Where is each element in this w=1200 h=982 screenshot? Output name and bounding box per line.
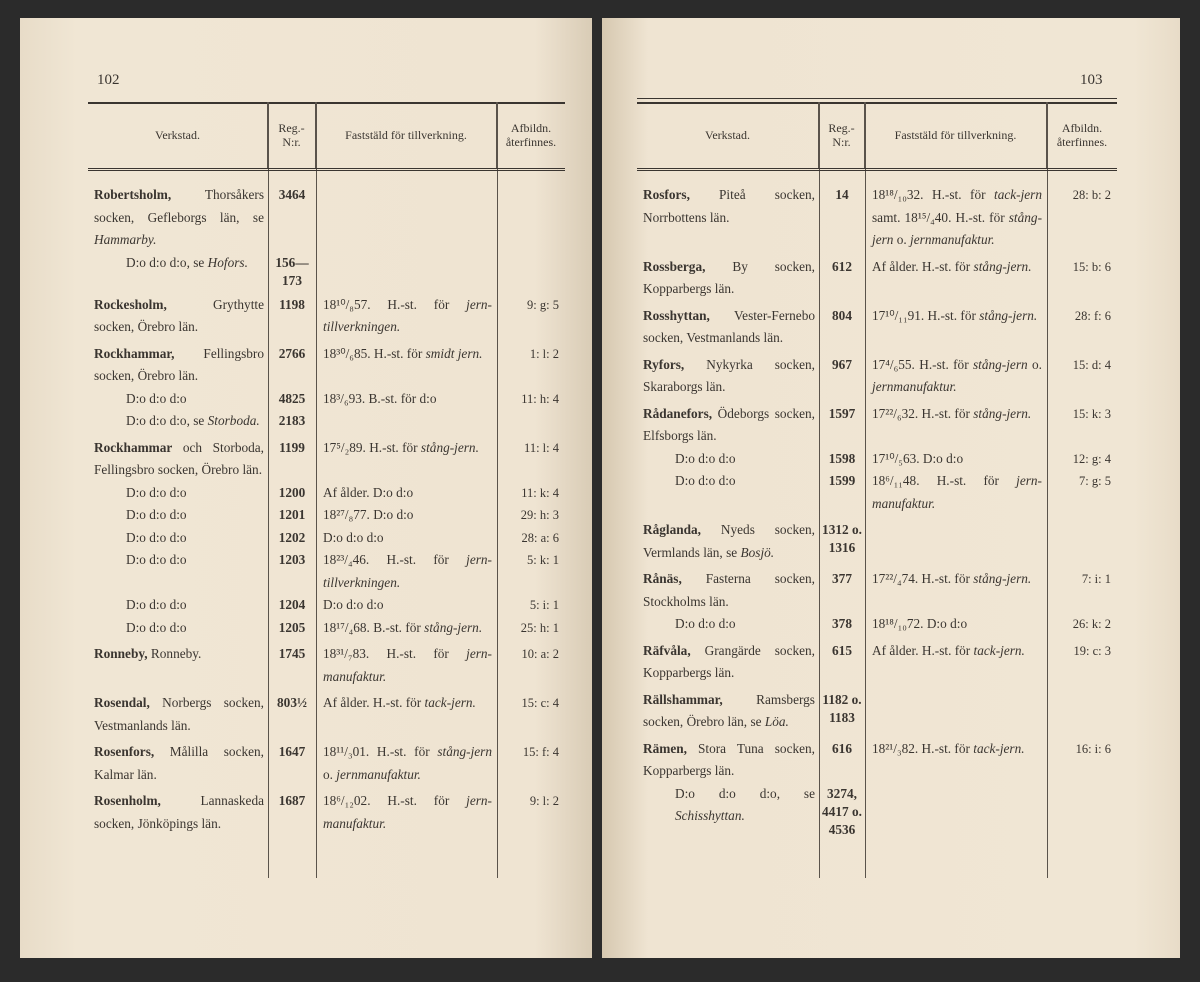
header-faststald: Faststäld för tillverkning.	[316, 102, 497, 168]
faststald-text: 17²²/₆32. H.-st. för	[872, 405, 974, 421]
faststald-cell	[865, 689, 1047, 734]
reg-number: 616	[832, 740, 852, 756]
header-faststald: Faststäld för tillverkning.	[865, 102, 1047, 168]
reg-number: 1182 o. 1183	[822, 691, 862, 725]
verkstad-location: D:o d:o d:o	[126, 484, 187, 500]
faststald-text: jern-manufaktur.	[872, 473, 1042, 511]
afbildn-ref: 15: b: 6	[1072, 259, 1111, 274]
faststald-cell	[316, 504, 497, 527]
see-reference: Hofors.	[207, 254, 248, 270]
reg-number: 1597	[828, 405, 856, 421]
faststald-cell	[316, 294, 497, 339]
verkstad-location: Grythytte socken, Örebro län.	[94, 296, 264, 334]
afbildn-ref: 15: k: 3	[1072, 406, 1111, 421]
afbildn-ref: 5: k: 1	[527, 553, 559, 567]
afbildn-ref: 28: b: 2	[1072, 188, 1111, 202]
afbildn-ref: 9: g: 5	[527, 297, 559, 312]
verkstad-cell	[88, 549, 268, 594]
afbildn-ref	[497, 410, 565, 433]
faststald-text: D:o d:o d:o	[323, 529, 384, 545]
faststald-cell	[865, 403, 1047, 448]
table-row	[637, 613, 1117, 636]
reg-number: 156— 173	[275, 254, 309, 288]
header-verkstad: Verkstad.	[637, 102, 819, 168]
verkstad-cell	[637, 403, 819, 448]
faststald-text: stång-jern.	[420, 439, 479, 455]
faststald-text: Af ålder. H.-st. för	[323, 695, 425, 710]
reg-number: 1745	[278, 646, 306, 661]
afbildn-ref	[1047, 689, 1117, 734]
faststald-text: 18²⁷/₈77. D:o d:o	[323, 507, 414, 522]
verkstad-name: Rällshammar,	[643, 691, 723, 707]
verkstad-name: Robertsholm,	[94, 187, 172, 202]
table-row	[88, 527, 565, 550]
verkstad-cell	[637, 783, 819, 839]
verkstad-cell	[637, 448, 819, 471]
faststald-text: 18¹¹/₃01. H.-st. för	[323, 744, 438, 759]
reg-number: 1201	[278, 507, 306, 522]
afbildn-ref: 11: l: 4	[524, 440, 559, 455]
faststald-text: 18²¹/₃82. H.-st. för	[872, 740, 974, 756]
faststald-text: tack-jern.	[424, 695, 476, 710]
faststald-text: D:o d:o d:o	[323, 597, 384, 612]
verkstad-cell	[88, 184, 268, 252]
verkstad-name: Ronneby,	[94, 646, 148, 661]
afbildn-ref	[1047, 783, 1117, 839]
header-afbildn: Afbildn. återfinnes.	[1056, 121, 1108, 149]
faststald-text: 17²²/₄74. H.-st. för	[872, 571, 974, 586]
faststald-text: Af ålder. H.-st. för	[872, 258, 974, 274]
table-row	[637, 403, 1117, 448]
header-verkstad: Verkstad.	[88, 102, 268, 168]
faststald-cell	[316, 594, 497, 617]
verkstad-cell	[88, 343, 268, 388]
faststald-text: jernmanufaktur.	[336, 766, 421, 782]
verkstad-location: Norbergs socken, Vestmanlands län.	[94, 695, 264, 733]
reg-number: 612	[832, 258, 852, 274]
reg-number: 1199	[279, 439, 305, 455]
faststald-cell	[316, 527, 497, 550]
verkstad-name: Rockesholm,	[94, 296, 167, 312]
faststald-cell	[316, 437, 497, 482]
verkstad-location: Piteå socken, Norrbottens län.	[643, 187, 815, 225]
faststald-cell	[316, 549, 497, 594]
verkstad-name: Råglanda,	[643, 522, 702, 537]
faststald-text: 18¹⁷/₄68. B.-st. för	[323, 619, 425, 635]
table-row	[88, 549, 565, 594]
table-row	[88, 741, 565, 786]
verkstad-location: D:o d:o d:o	[126, 507, 187, 522]
table-row	[637, 354, 1117, 399]
faststald-text: 18³/₆93. B.-st. för d:o	[323, 390, 437, 406]
afbildn-ref: 10: a: 2	[521, 647, 559, 661]
table-row	[637, 448, 1117, 471]
verkstad-name: Räfvåla,	[643, 642, 691, 658]
reg-number: 378	[832, 616, 852, 631]
faststald-text: Af ålder. D:o d:o	[323, 484, 414, 500]
afbildn-ref: 28: f: 6	[1074, 308, 1111, 323]
verkstad-name: Rämen,	[643, 740, 687, 756]
table-row	[88, 643, 565, 688]
faststald-cell	[316, 482, 497, 505]
faststald-text: 17⁵/₂89. H.-st. för	[323, 439, 421, 455]
table-row	[88, 692, 565, 737]
verkstad-location: och Storboda, Fellingsbro socken, Örebro län.	[94, 439, 264, 477]
faststald-text: stång-jern.	[973, 571, 1032, 586]
faststald-text: tack-jern.	[973, 740, 1025, 756]
faststald-text: o.	[1032, 356, 1042, 372]
afbildn-ref: 12: g: 4	[1072, 451, 1111, 466]
afbildn-ref: 15: d: 4	[1072, 357, 1111, 372]
verkstad-cell	[88, 482, 268, 505]
faststald-text: 18¹⁰/₈57. H.-st. för	[323, 296, 467, 312]
see-reference: Bosjö.	[740, 544, 775, 560]
faststald-cell	[316, 388, 497, 411]
reg-number: 1204	[278, 597, 306, 612]
faststald-cell	[316, 617, 497, 640]
faststald-text: tack-jern	[994, 187, 1042, 202]
verkstad-location: D:o d:o d:o, se	[126, 413, 208, 428]
table-header	[88, 102, 565, 171]
table-row	[637, 256, 1117, 301]
table-row	[88, 437, 565, 482]
verkstad-location: Vester-Fernebo socken, Vestmanlands län.	[643, 307, 815, 345]
reg-number: 2183	[278, 413, 306, 428]
verkstad-cell	[88, 692, 268, 737]
faststald-cell	[865, 613, 1047, 636]
verkstad-location: Fasterna socken, Stockholms län.	[643, 571, 815, 609]
verkstad-name: Rosendal,	[94, 695, 150, 710]
reg-number: 2766	[278, 345, 306, 361]
faststald-cell	[865, 184, 1047, 252]
verkstad-cell	[637, 256, 819, 301]
verkstad-location: Fellingsbro socken, Örebro län.	[94, 345, 264, 383]
verkstad-cell	[637, 470, 819, 515]
table-header	[637, 102, 1117, 171]
verkstad-name: Rådanefors,	[643, 405, 713, 421]
faststald-cell	[316, 252, 497, 290]
faststald-cell	[865, 470, 1047, 515]
verkstad-location: Nyeds socken, Vermlands län, se	[643, 522, 815, 560]
verkstad-cell	[88, 437, 268, 482]
verkstad-name: Rosshyttan,	[643, 307, 710, 323]
verkstad-location: By socken, Kopparbergs län.	[643, 258, 815, 296]
faststald-text: stång-jern.	[424, 619, 483, 635]
verkstad-cell	[637, 613, 819, 636]
reg-number: 1198	[279, 296, 305, 312]
table-row	[637, 305, 1117, 350]
faststald-cell	[316, 692, 497, 737]
table-row	[88, 617, 565, 640]
faststald-cell	[316, 643, 497, 688]
verkstad-location: Ronneby.	[147, 646, 202, 661]
register-table	[637, 102, 1117, 878]
faststald-cell	[316, 790, 497, 835]
reg-number: 1312 o. 1316	[822, 522, 862, 555]
afbildn-ref: 19: c: 3	[1073, 643, 1111, 658]
faststald-text: o.	[323, 766, 337, 782]
afbildn-ref: 11: k: 4	[521, 485, 559, 500]
verkstad-cell	[637, 184, 819, 252]
reg-number: 1203	[278, 552, 306, 567]
right-page	[602, 18, 1180, 958]
afbildn-ref: 16: i: 6	[1075, 741, 1111, 756]
table-row	[88, 594, 565, 617]
table-row	[88, 294, 565, 339]
afbildn-ref: 15: f: 4	[522, 745, 559, 759]
reg-number: 14	[835, 187, 849, 202]
faststald-text: o.	[896, 232, 911, 247]
reg-number: 803½	[277, 695, 307, 710]
verkstad-name: Rosenfors,	[94, 744, 155, 759]
faststald-text: 18⁶/₁₁48. H.-st. för	[872, 473, 1017, 488]
header-reg-nr: Reg.- N:r.	[819, 102, 865, 168]
faststald-cell	[316, 410, 497, 433]
verkstad-name: Rosfors,	[643, 187, 690, 202]
verkstad-cell	[88, 617, 268, 640]
faststald-text: stång-jern	[972, 356, 1032, 372]
verkstad-cell	[88, 410, 268, 433]
verkstad-cell	[88, 790, 268, 835]
faststald-cell	[865, 256, 1047, 301]
faststald-cell	[865, 448, 1047, 471]
verkstad-name: Rockhammar	[94, 439, 173, 455]
verkstad-cell	[637, 519, 819, 564]
verkstad-cell	[637, 568, 819, 613]
verkstad-cell	[88, 252, 268, 290]
table-row	[637, 689, 1117, 734]
verkstad-cell	[88, 643, 268, 688]
faststald-text: stång-jern	[437, 744, 492, 759]
verkstad-cell	[637, 640, 819, 685]
top-rule	[637, 98, 1117, 99]
afbildn-ref: 25: h: 1	[520, 620, 559, 635]
faststald-text: stång-jern	[872, 209, 1042, 247]
faststald-text: 18³⁰/₆85. H.-st. för	[323, 345, 426, 361]
faststald-cell	[316, 184, 497, 252]
table-row	[88, 790, 565, 835]
afbildn-ref: 1: l: 2	[529, 346, 559, 361]
faststald-text: jern-manufaktur.	[323, 646, 492, 684]
reg-number: 4825	[278, 390, 306, 406]
page-number: 102	[97, 72, 120, 88]
reg-number: 1202	[278, 529, 306, 545]
faststald-text: smidt jern.	[425, 345, 483, 361]
faststald-text: samt. 18¹⁵/₄40. H.-st. för	[872, 209, 1009, 225]
faststald-text: jern-manufaktur.	[323, 793, 492, 831]
verkstad-name: Rosenholm,	[94, 793, 161, 808]
faststald-cell	[865, 640, 1047, 685]
verkstad-cell	[637, 354, 819, 399]
faststald-cell	[865, 354, 1047, 399]
reg-number: 967	[832, 356, 852, 372]
left-page	[20, 18, 592, 958]
header-afbildn: Afbildn. återfinnes.	[505, 121, 557, 149]
faststald-text: Af ålder. H.-st. för	[872, 642, 974, 658]
afbildn-ref: 28: a: 6	[521, 530, 559, 545]
afbildn-ref: 15: c: 4	[521, 696, 559, 710]
verkstad-location: D:o d:o d:o	[126, 597, 187, 612]
see-reference: Löa.	[764, 714, 789, 729]
faststald-text: stång-jern.	[979, 307, 1038, 323]
see-reference: Schisshyttan.	[675, 808, 745, 823]
see-reference: Hammarby.	[94, 232, 157, 247]
table-row	[88, 184, 565, 252]
reg-number: 1599	[828, 473, 856, 488]
reg-number: 377	[832, 571, 852, 586]
verkstad-cell	[637, 305, 819, 350]
verkstad-location: D:o d:o d:o	[126, 529, 187, 545]
verkstad-cell	[637, 738, 819, 783]
faststald-text: jern-tillverkningen.	[323, 296, 492, 334]
faststald-text: 18³¹/₇83. H.-st. för	[323, 646, 467, 661]
reg-number: 615	[832, 642, 852, 658]
reg-number: 1687	[278, 793, 306, 808]
table-body	[88, 180, 565, 835]
faststald-cell	[865, 783, 1047, 839]
reg-number: 1647	[278, 744, 306, 759]
verkstad-name: Ryfors,	[643, 356, 685, 372]
table-body	[637, 180, 1117, 839]
afbildn-ref: 7: g: 5	[1079, 474, 1111, 488]
table-row	[637, 640, 1117, 685]
header-reg-nr: Reg.- N:r.	[268, 102, 316, 168]
faststald-text: stång-jern.	[973, 405, 1032, 421]
verkstad-location: Stora Tuna socken, Kopparbergs län.	[643, 740, 815, 778]
verkstad-location: D:o d:o d:o, se	[126, 254, 208, 270]
faststald-text: 17¹⁰/₁₁91. H.-st. för	[872, 307, 980, 323]
verkstad-location: Lannaskeda socken, Jönköpings län.	[94, 793, 264, 831]
verkstad-location: Målilla socken, Kalmar län.	[94, 744, 264, 782]
faststald-cell	[865, 568, 1047, 613]
faststald-text: jernmanufaktur.	[910, 232, 995, 247]
verkstad-cell	[637, 689, 819, 734]
afbildn-ref: 11: h: 4	[521, 391, 559, 406]
table-row	[88, 343, 565, 388]
reg-number: 3274, 4417 o. 4536	[822, 785, 862, 837]
afbildn-ref: 9: l: 2	[529, 794, 559, 808]
faststald-cell	[865, 738, 1047, 783]
faststald-cell	[316, 343, 497, 388]
page-number: 103	[1080, 72, 1103, 88]
verkstad-cell	[88, 504, 268, 527]
faststald-text: stång-jern.	[973, 258, 1032, 274]
afbildn-ref: 26: k: 2	[1072, 617, 1111, 631]
verkstad-location: D:o d:o d:o, se	[675, 785, 815, 801]
afbildn-ref	[1047, 519, 1117, 564]
verkstad-cell	[88, 294, 268, 339]
verkstad-location: Nykyrka socken, Skaraborgs län.	[643, 356, 815, 394]
afbildn-ref: 5: i: 1	[529, 598, 559, 612]
verkstad-name: Rossberga,	[643, 258, 706, 274]
verkstad-location: D:o d:o d:o	[675, 616, 736, 631]
register-table	[88, 102, 565, 878]
table-row	[637, 738, 1117, 783]
table-row	[88, 482, 565, 505]
afbildn-ref: 7: i: 1	[1081, 572, 1111, 586]
reg-number: 804	[832, 307, 852, 323]
faststald-text: 18¹⁸/₁₀72. D:o d:o	[872, 616, 968, 631]
verkstad-location: Ramsbergs socken, Örebro län, se	[643, 691, 815, 729]
faststald-text: 17⁴/₆55. H.-st. för	[872, 356, 973, 372]
table-row	[637, 184, 1117, 252]
verkstad-location: D:o d:o d:o	[675, 473, 736, 488]
faststald-text: jernmanufaktur.	[872, 379, 957, 394]
faststald-text: 18¹⁸/₁₀32. H.-st. för	[872, 187, 994, 202]
reg-number: 1200	[278, 484, 306, 500]
verkstad-location: Grangärde socken, Kopparbergs län.	[643, 642, 815, 680]
verkstad-location: D:o d:o d:o	[126, 552, 187, 567]
verkstad-cell	[88, 741, 268, 786]
reg-number: 3464	[278, 187, 306, 202]
faststald-cell	[865, 519, 1047, 564]
faststald-text: 17¹⁰/₅63. D:o d:o	[872, 450, 964, 466]
see-reference: Storboda.	[207, 413, 260, 428]
verkstad-name: Rockhammar,	[94, 345, 175, 361]
verkstad-location: D:o d:o d:o	[126, 619, 187, 635]
faststald-text: 18⁶/₁₂02. H.-st. för	[323, 793, 467, 808]
table-row	[88, 388, 565, 411]
verkstad-location: D:o d:o d:o	[126, 390, 187, 406]
verkstad-name: Rånäs,	[643, 571, 682, 586]
table-row	[88, 252, 565, 290]
verkstad-location: D:o d:o d:o	[675, 450, 736, 466]
verkstad-location: Ödeborgs socken, Elfsborgs län.	[643, 405, 815, 443]
afbildn-ref: 29: h: 3	[520, 508, 559, 522]
table-row	[88, 410, 565, 433]
afbildn-ref	[497, 252, 565, 290]
faststald-cell	[865, 305, 1047, 350]
table-row	[637, 568, 1117, 613]
faststald-text: 18²³/₄46. H.-st. för	[323, 552, 467, 567]
verkstad-location: Thorsåkers socken, Gefleborgs län, se	[94, 187, 264, 225]
table-row	[637, 470, 1117, 515]
afbildn-ref	[497, 184, 565, 252]
faststald-cell	[316, 741, 497, 786]
table-row	[88, 504, 565, 527]
reg-number: 1598	[828, 450, 856, 466]
faststald-text: jern-tillverkningen.	[323, 552, 492, 590]
table-row	[637, 519, 1117, 564]
verkstad-cell	[88, 388, 268, 411]
reg-number: 1205	[278, 619, 306, 635]
verkstad-cell	[88, 594, 268, 617]
verkstad-cell	[88, 527, 268, 550]
table-row	[637, 783, 1117, 839]
faststald-text: tack-jern.	[973, 642, 1025, 658]
